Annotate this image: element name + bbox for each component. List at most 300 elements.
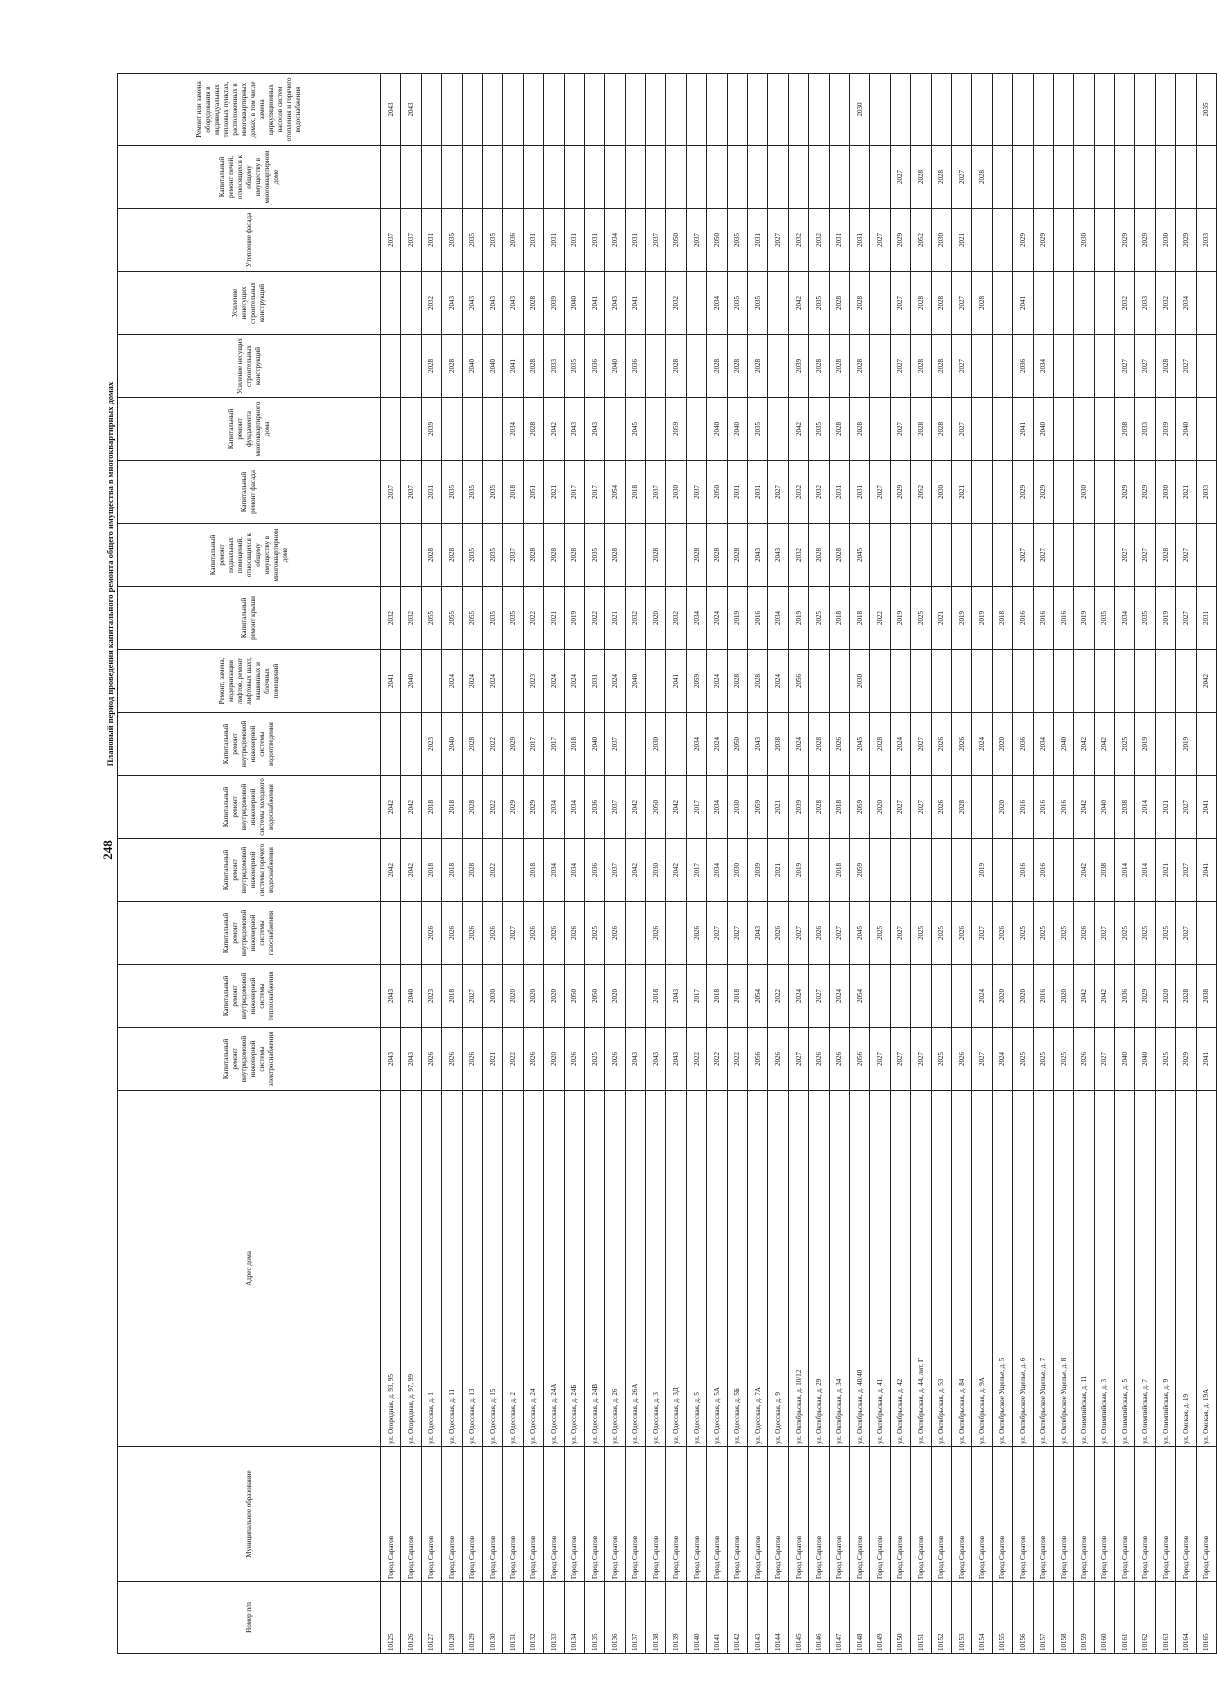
year-cell: 2035: [503, 587, 523, 650]
header-work-type: Капитальный ремонт внутридомовой инженерной системы теплоснабжения: [118, 965, 381, 1028]
year-cell: 2028: [972, 272, 992, 335]
year-cell: [646, 74, 666, 146]
year-cell: 2043: [768, 524, 788, 587]
year-cell: [462, 74, 482, 146]
year-cell: [564, 74, 584, 146]
year-cell: 2033: [1135, 272, 1155, 335]
year-cell: [707, 74, 727, 146]
year-cell: 2030: [727, 776, 747, 839]
year-cell: 2034: [503, 398, 523, 461]
year-cell: 2028: [462, 839, 482, 902]
year-cell: 2026: [462, 902, 482, 965]
year-cell: 2016: [1033, 587, 1053, 650]
year-cell: 2019: [972, 839, 992, 902]
year-cell: 2040: [707, 398, 727, 461]
address-cell: ул. Одесская, д. 5А: [707, 1091, 727, 1447]
year-cell: [992, 461, 1012, 524]
year-cell: [911, 74, 931, 146]
year-cell: 2018: [523, 839, 543, 902]
row-number: 10158: [1053, 1582, 1073, 1654]
year-cell: 2022: [482, 776, 502, 839]
year-cell: 2028: [646, 524, 666, 587]
year-cell: [931, 524, 951, 587]
year-cell: 2026: [482, 902, 502, 965]
year-cell: [931, 650, 951, 713]
year-cell: 2043: [482, 272, 502, 335]
table-row: [931, 74, 951, 1654]
year-cell: 2037: [605, 776, 625, 839]
row-number: 10154: [972, 1582, 992, 1654]
year-cell: 2021: [951, 209, 971, 272]
year-cell: [951, 839, 971, 902]
year-cell: 2043: [564, 398, 584, 461]
year-cell: [707, 146, 727, 209]
year-cell: 2027: [890, 398, 910, 461]
table-row: [788, 74, 808, 1654]
year-cell: 2028: [911, 272, 931, 335]
row-number: 10129: [462, 1582, 482, 1654]
address-cell: ул. Одесская, д. 9: [768, 1091, 788, 1447]
year-cell: 2027: [870, 461, 890, 524]
year-cell: 2035: [1094, 587, 1114, 650]
address-cell: ул. Олимпийская, д. 11: [1074, 1091, 1094, 1447]
year-cell: [870, 650, 890, 713]
table-row: [381, 74, 401, 1654]
year-cell: [748, 146, 768, 209]
year-cell: 2041: [1196, 1028, 1216, 1091]
year-cell: 2027: [951, 335, 971, 398]
year-cell: [870, 965, 890, 1028]
year-cell: 2027: [462, 965, 482, 1028]
year-cell: 2035: [809, 398, 829, 461]
year-cell: 2019: [890, 587, 910, 650]
year-cell: [1094, 461, 1114, 524]
table-row: [890, 74, 910, 1654]
year-cell: 2030: [1074, 461, 1094, 524]
year-cell: 2030: [646, 713, 666, 776]
year-cell: [727, 74, 747, 146]
year-cell: 2031: [625, 209, 645, 272]
year-cell: 2028: [686, 524, 706, 587]
year-cell: 2040: [401, 650, 421, 713]
table-row: [462, 74, 482, 1654]
row-number: 10164: [1176, 1582, 1196, 1654]
row-number: 10151: [911, 1582, 931, 1654]
year-cell: 2016: [1053, 587, 1073, 650]
year-cell: [1115, 74, 1135, 146]
year-cell: 2032: [809, 461, 829, 524]
year-cell: 2020: [992, 713, 1012, 776]
year-cell: 2028: [727, 335, 747, 398]
year-cell: [1053, 209, 1073, 272]
year-cell: 2040: [482, 335, 502, 398]
year-cell: 2031: [421, 461, 441, 524]
row-number: 10165: [1196, 1582, 1216, 1654]
table-row: [482, 74, 502, 1654]
year-cell: [1033, 650, 1053, 713]
year-cell: [544, 146, 564, 209]
year-cell: 2033: [1135, 398, 1155, 461]
year-cell: 2028: [829, 524, 849, 587]
table-row: [421, 74, 441, 1654]
address-cell: ул. Одесская, д. 24В: [584, 1091, 604, 1447]
year-cell: [1196, 398, 1216, 461]
year-cell: 2018: [625, 461, 645, 524]
row-number: 10163: [1155, 1582, 1175, 1654]
year-cell: 2025: [584, 1028, 604, 1091]
year-cell: 2050: [707, 461, 727, 524]
year-cell: 2042: [381, 839, 401, 902]
year-cell: [401, 335, 421, 398]
year-cell: 2021: [544, 587, 564, 650]
year-cell: 2014: [1135, 776, 1155, 839]
year-cell: 2025: [1033, 902, 1053, 965]
year-cell: 2042: [544, 398, 564, 461]
header-work-type: Ремонт или замена оборудования в индивидуальных тепловых пунктах, расположенных в многоквартирных домах, в том числе замена циркуляционных насосов систем отопления и горячего водоснабжения: [118, 74, 381, 146]
year-cell: [503, 146, 523, 209]
year-cell: 2028: [462, 713, 482, 776]
address-cell: ул. Одесская, д. 5: [686, 1091, 706, 1447]
year-cell: 2035: [809, 272, 829, 335]
year-cell: [972, 650, 992, 713]
table-row: [1094, 74, 1114, 1654]
year-cell: 2039: [788, 776, 808, 839]
year-cell: [1176, 146, 1196, 209]
year-cell: 2042: [1094, 965, 1114, 1028]
year-cell: 2024: [544, 650, 564, 713]
table-row: [544, 74, 564, 1654]
table-row: [1033, 74, 1053, 1654]
address-cell: ул. Одесская, д. 5Б: [727, 1091, 747, 1447]
table-row: [605, 74, 625, 1654]
year-cell: [584, 74, 604, 146]
year-cell: 2025: [1155, 1028, 1175, 1091]
year-cell: 2019: [972, 587, 992, 650]
year-cell: 2037: [686, 461, 706, 524]
year-cell: [401, 398, 421, 461]
row-number: 10131: [503, 1582, 523, 1654]
year-cell: 2038: [1094, 839, 1114, 902]
year-cell: 2029: [1176, 209, 1196, 272]
year-cell: 2022: [584, 587, 604, 650]
row-number: 10144: [768, 1582, 788, 1654]
year-cell: [911, 650, 931, 713]
year-cell: 2017: [686, 965, 706, 1028]
year-cell: [1155, 650, 1175, 713]
municipality-cell: Город Саратов: [686, 1447, 706, 1582]
year-cell: 2026: [523, 1028, 543, 1091]
address-cell: ул. Огородная, д. 97, 99: [401, 1091, 421, 1447]
year-cell: [1053, 839, 1073, 902]
year-cell: 2025: [931, 1028, 951, 1091]
year-cell: [829, 146, 849, 209]
year-cell: 2035: [1135, 587, 1155, 650]
year-cell: 2043: [503, 272, 523, 335]
municipality-cell: Город Саратов: [1053, 1447, 1073, 1582]
year-cell: [523, 146, 543, 209]
row-number: 10155: [992, 1582, 1012, 1654]
year-cell: 2054: [605, 461, 625, 524]
year-cell: [1094, 524, 1114, 587]
row-number: 10141: [707, 1582, 727, 1654]
year-cell: 2014: [1115, 839, 1135, 902]
year-cell: [890, 839, 910, 902]
table-row: [584, 74, 604, 1654]
year-cell: 2022: [503, 1028, 523, 1091]
year-cell: 2028: [462, 776, 482, 839]
year-cell: 2020: [1013, 965, 1033, 1028]
year-cell: 2028: [666, 335, 686, 398]
year-cell: [1053, 272, 1073, 335]
year-cell: 2029: [1013, 461, 1033, 524]
year-cell: 2031: [849, 461, 869, 524]
year-cell: 2022: [707, 1028, 727, 1091]
year-cell: 2039: [421, 398, 441, 461]
year-cell: [809, 146, 829, 209]
year-cell: 2020: [503, 965, 523, 1028]
municipality-cell: Город Саратов: [890, 1447, 910, 1582]
year-cell: 2027: [1176, 335, 1196, 398]
header-work-type: Капитальный ремонт фундамента многоквартирного дома: [118, 398, 381, 461]
year-cell: 2024: [564, 650, 584, 713]
year-cell: [625, 524, 645, 587]
year-cell: [870, 74, 890, 146]
year-cell: 2043: [666, 1028, 686, 1091]
year-cell: 2034: [544, 839, 564, 902]
row-number: 10140: [686, 1582, 706, 1654]
year-cell: 2025: [1053, 902, 1073, 965]
year-cell: [401, 713, 421, 776]
municipality-cell: Город Саратов: [564, 1447, 584, 1582]
year-cell: 2026: [544, 902, 564, 965]
year-cell: 2034: [707, 776, 727, 839]
row-number: 10137: [625, 1582, 645, 1654]
address-cell: ул. Одесская, д. 24: [523, 1091, 543, 1447]
year-cell: 2025: [931, 902, 951, 965]
year-cell: 2035: [442, 461, 462, 524]
year-cell: 2018: [849, 587, 869, 650]
header-municipality: Муниципальное образование: [118, 1447, 381, 1582]
table-row: [707, 74, 727, 1654]
year-cell: [992, 398, 1012, 461]
address-cell: ул. Одесская, д. 3Д: [666, 1091, 686, 1447]
year-cell: [503, 839, 523, 902]
year-cell: 2036: [503, 209, 523, 272]
year-cell: 2027: [890, 335, 910, 398]
year-cell: 2031: [421, 209, 441, 272]
year-cell: 2025: [1155, 902, 1175, 965]
year-cell: 2027: [911, 713, 931, 776]
address-cell: ул. Олимпийская, д. 9: [1155, 1091, 1175, 1447]
table-row: [1176, 74, 1196, 1654]
year-cell: 2021: [544, 461, 564, 524]
year-cell: 2056: [748, 1028, 768, 1091]
year-cell: 2026: [605, 902, 625, 965]
municipality-cell: Город Саратов: [1155, 1447, 1175, 1582]
year-cell: 2034: [1033, 335, 1053, 398]
year-cell: 2019: [1074, 587, 1094, 650]
year-cell: 2026: [421, 1028, 441, 1091]
municipality-cell: Город Саратов: [1196, 1447, 1216, 1582]
year-cell: 2034: [686, 713, 706, 776]
year-cell: 2029: [503, 713, 523, 776]
year-cell: 2043: [605, 272, 625, 335]
year-cell: 2018: [503, 461, 523, 524]
year-cell: 2019: [1176, 713, 1196, 776]
year-cell: 2036: [584, 776, 604, 839]
year-cell: 2020: [1053, 965, 1073, 1028]
year-cell: 2042: [1074, 839, 1094, 902]
year-cell: [605, 398, 625, 461]
row-number: 10157: [1033, 1582, 1053, 1654]
year-cell: [646, 272, 666, 335]
row-number: 10153: [951, 1582, 971, 1654]
year-cell: [951, 74, 971, 146]
year-cell: [1053, 650, 1073, 713]
year-cell: 2031: [584, 209, 604, 272]
year-cell: 2028: [870, 713, 890, 776]
year-cell: 2026: [1074, 1028, 1094, 1091]
year-cell: [1155, 713, 1175, 776]
year-cell: 2026: [951, 1028, 971, 1091]
year-cell: [870, 146, 890, 209]
year-cell: [972, 335, 992, 398]
year-cell: 2017: [584, 461, 604, 524]
year-cell: 2019: [727, 587, 747, 650]
year-cell: 2028: [809, 524, 829, 587]
year-cell: 2029: [1033, 209, 1053, 272]
year-cell: [381, 524, 401, 587]
municipality-cell: Город Саратов: [482, 1447, 502, 1582]
year-cell: 2025: [1135, 902, 1155, 965]
year-cell: [1135, 146, 1155, 209]
row-number: 10143: [748, 1582, 768, 1654]
year-cell: [1074, 74, 1094, 146]
year-cell: 2043: [748, 524, 768, 587]
year-cell: [890, 74, 910, 146]
address-cell: ул. Октябрьская, д. 41: [870, 1091, 890, 1447]
row-number: 10139: [666, 1582, 686, 1654]
year-cell: 2056: [849, 1028, 869, 1091]
year-cell: [401, 146, 421, 209]
year-cell: [1196, 335, 1216, 398]
year-cell: [992, 74, 1012, 146]
row-number: 10130: [482, 1582, 502, 1654]
year-cell: 2041: [1196, 776, 1216, 839]
year-cell: 2040: [605, 335, 625, 398]
municipality-cell: Город Саратов: [462, 1447, 482, 1582]
year-cell: [931, 965, 951, 1028]
table-row: [1155, 74, 1175, 1654]
year-cell: 2027: [809, 965, 829, 1028]
year-cell: 2016: [1053, 776, 1073, 839]
year-cell: 2022: [523, 587, 543, 650]
year-cell: 2028: [748, 650, 768, 713]
year-cell: 2028: [442, 524, 462, 587]
year-cell: [666, 524, 686, 587]
year-cell: [809, 74, 829, 146]
municipality-cell: Город Саратов: [1074, 1447, 1094, 1582]
year-cell: 2032: [666, 272, 686, 335]
municipality-cell: Город Саратов: [829, 1447, 849, 1582]
year-cell: 2018: [829, 587, 849, 650]
year-cell: [870, 524, 890, 587]
table-row: [646, 74, 666, 1654]
year-cell: 2026: [462, 1028, 482, 1091]
year-cell: 2038: [1115, 776, 1135, 839]
year-cell: [768, 335, 788, 398]
year-cell: [686, 146, 706, 209]
page-number: 248: [100, 840, 115, 860]
year-cell: [1053, 74, 1073, 146]
year-cell: [1094, 146, 1114, 209]
year-cell: [870, 398, 890, 461]
year-cell: 2029: [503, 776, 523, 839]
year-cell: [1013, 74, 1033, 146]
year-cell: 2016: [1033, 776, 1053, 839]
year-cell: 2019: [951, 587, 971, 650]
year-cell: [625, 713, 645, 776]
year-cell: 2020: [1155, 965, 1175, 1028]
year-cell: [972, 209, 992, 272]
address-cell: ул. Одесская, д. 1: [421, 1091, 441, 1447]
address-cell: ул. Октябрьское Ущелье, д. 6: [1013, 1091, 1033, 1447]
year-cell: 2024: [605, 650, 625, 713]
year-cell: 2026: [931, 713, 951, 776]
year-cell: 2021: [951, 461, 971, 524]
year-cell: [809, 650, 829, 713]
year-cell: [625, 74, 645, 146]
table-row: [849, 74, 869, 1654]
year-cell: 2055: [421, 587, 441, 650]
year-cell: 2038: [768, 713, 788, 776]
year-cell: [544, 74, 564, 146]
year-cell: [421, 146, 441, 209]
year-cell: 2037: [503, 524, 523, 587]
year-cell: [1033, 74, 1053, 146]
year-cell: 2031: [829, 461, 849, 524]
year-cell: [564, 146, 584, 209]
year-cell: 2023: [421, 965, 441, 1028]
year-cell: 2036: [1013, 713, 1033, 776]
year-cell: 2032: [381, 587, 401, 650]
year-cell: [686, 335, 706, 398]
year-cell: 2033: [1196, 209, 1216, 272]
header-work-type: Капитальный ремонт печей, относящихся к общему имуществу в многоквартирном доме: [118, 146, 381, 209]
year-cell: 2024: [992, 1028, 1012, 1091]
row-number: 10150: [890, 1582, 910, 1654]
address-cell: ул. Одесская, д. 11: [442, 1091, 462, 1447]
header-work-type: Усиление ненесущих строительных конструкций: [118, 272, 381, 335]
year-cell: [381, 713, 401, 776]
year-cell: 2025: [1013, 1028, 1033, 1091]
header-work-type: Капитальный ремонт внутридомовой инженерной системы холодного водоснабжения: [118, 776, 381, 839]
year-cell: 2038: [1196, 965, 1216, 1028]
year-cell: [421, 650, 441, 713]
year-cell: 2027: [503, 902, 523, 965]
year-cell: [890, 650, 910, 713]
year-cell: [727, 146, 747, 209]
year-cell: 2040: [625, 650, 645, 713]
year-cell: [890, 965, 910, 1028]
year-cell: 2045: [849, 713, 869, 776]
year-cell: 2054: [748, 965, 768, 1028]
year-cell: 2028: [1176, 965, 1196, 1028]
year-cell: [1196, 902, 1216, 965]
year-cell: 2018: [421, 839, 441, 902]
year-cell: 2034: [544, 776, 564, 839]
year-cell: 2040: [401, 965, 421, 1028]
